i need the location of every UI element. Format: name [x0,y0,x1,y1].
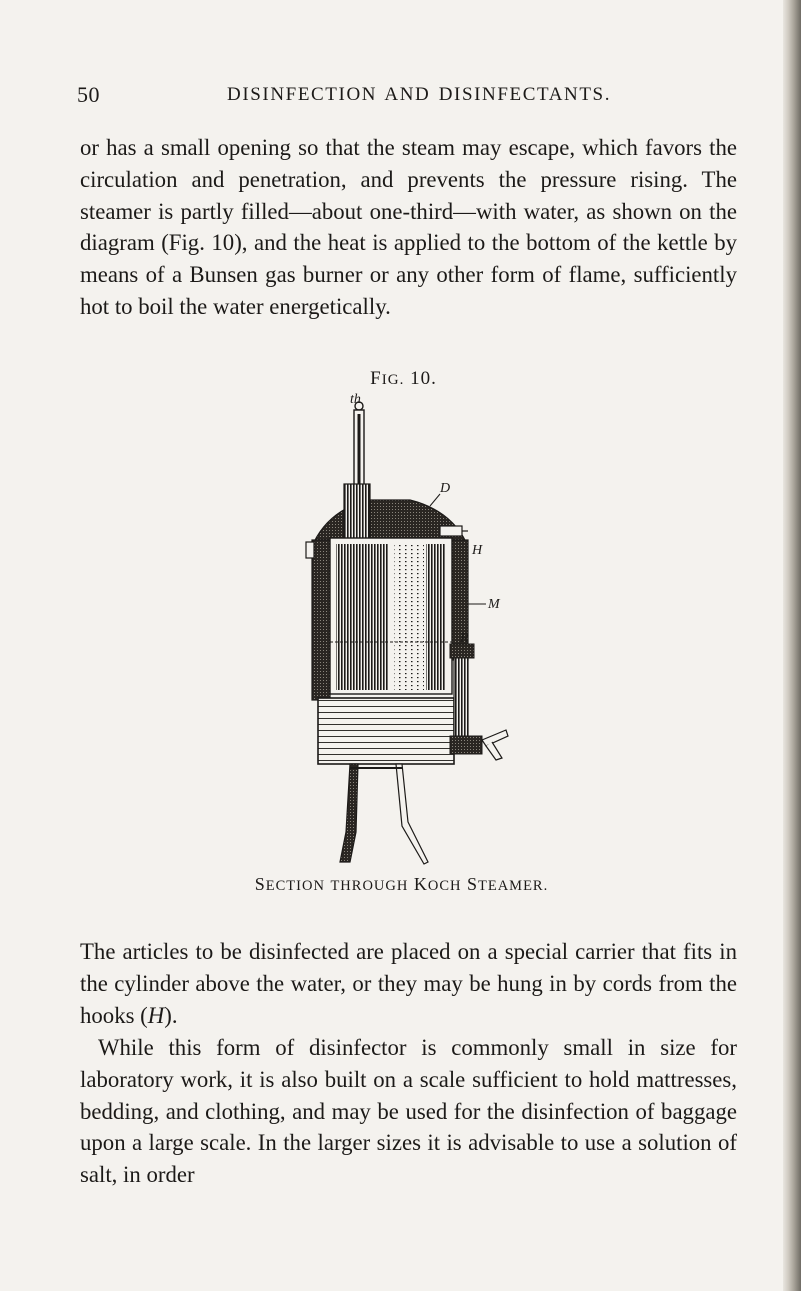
label-th: th [350,392,361,407]
running-head [77,82,737,112]
water-kettle [318,698,454,764]
paragraph-articles-end: ). [164,1002,178,1028]
figure-caption [0,874,801,895]
page-edge-shadow [783,0,801,1291]
tripod-legs [340,764,428,864]
paragraph-steam-escape: or has a small opening so that the steam may escape, which favors the circulation and penetration, and prevents the pressure rising. The steamer is partly filled—about one-third—with water, as shown on the diagram (Fig. 10), and the heat is applied to the bottom of the kettle by means of a Bunsen gas burner or any other form of flame, sufficiently hot to boil the water energetically. [80,135,737,319]
running-title: DISINFECTION AND DISINFECTANTS. [227,84,612,105]
figure-label-initial: F [370,368,382,389]
caption-word-1-initial: S [254,874,266,894]
caption-word-3-rest: OCH [427,878,462,894]
leader-line-d [430,494,440,506]
paragraph-laboratory-scale: While this form of disinfector is commonly small in size for laboratory work, it is also built on a scale sufficient to hold mattresses, bedding, and clothing, and may be used for the disinfection of baggage upon a large scale. In the larger sizes it is advisable to use a solution of salt, in order [80,1035,737,1188]
figure-label [0,368,801,390]
label-r: R [460,631,469,646]
caption-word-4-rest: TEAMER. [477,878,549,894]
caption-word-2: THROUGH [330,878,409,894]
inner-cylinder [330,538,452,694]
caption-word-3-initial: K [413,874,428,894]
figure-label-rest: IG. [381,372,405,388]
label-d: D [440,481,451,496]
page-number: 50 [77,82,100,107]
side-tube [450,644,508,760]
label-h: H [472,543,483,558]
caption-word-4-initial: S [466,874,478,894]
paragraph-articles-carrier [80,936,737,1031]
figure-label-number: 10. [410,368,437,389]
label-m: M [488,597,500,612]
paragraph-articles-text: The articles to be disinfected are placed on a special carrier that fits in the cylinder above the water, or they may be hung in by cords from the hooks ( [80,939,737,1028]
caption-word-1-rest: ECTION [265,878,325,894]
hooks-reference-letter: H [147,1002,165,1028]
koch-steamer-diagram [290,392,530,870]
